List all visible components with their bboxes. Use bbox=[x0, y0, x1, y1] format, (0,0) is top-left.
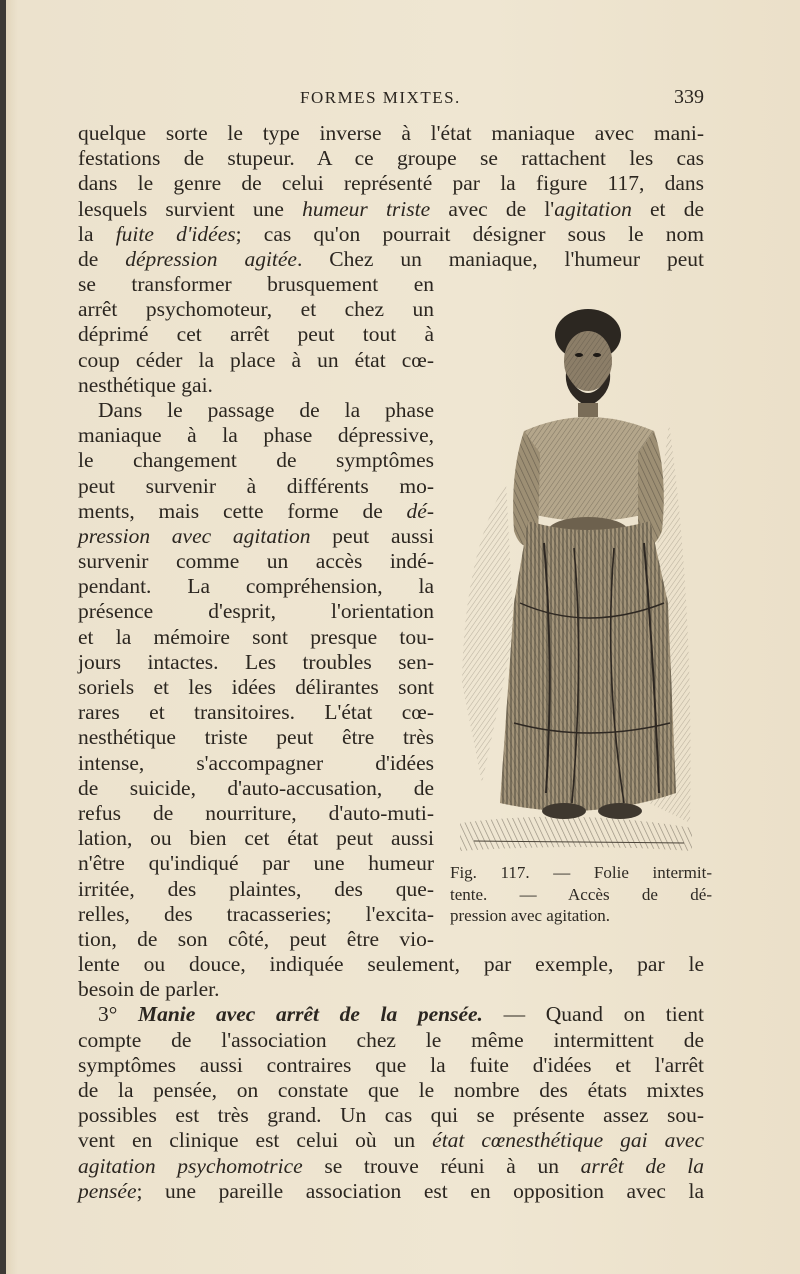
page-number: 339 bbox=[674, 86, 704, 108]
running-title: FORMES MIXTES. bbox=[300, 88, 461, 107]
text-line: irritée, des plaintes, des que- bbox=[78, 876, 434, 901]
text-line: besoin de parler. bbox=[78, 977, 220, 1002]
text-line: lation, ou bien cet état peut aussi bbox=[78, 826, 434, 851]
text-line: possibles est très grand. Un cas qui se présente assez sou- bbox=[78, 1103, 704, 1128]
text-line: nesthétique triste peut être très bbox=[78, 725, 434, 750]
figure-caption bbox=[450, 862, 712, 927]
text-line: présence d'esprit, l'orientation bbox=[78, 599, 434, 624]
text-line: pendant. La compréhension, la bbox=[78, 574, 434, 599]
section-heading-line: 3° Manie avec arrêt de la pensée. — Quand on tient bbox=[98, 1002, 704, 1027]
text-line: et la mémoire sont presque tou- bbox=[78, 624, 434, 649]
paragraph-top bbox=[78, 121, 704, 272]
text-line: quelque sorte le type inverse à l'état maniaque avec mani- bbox=[78, 121, 704, 145]
text-line: symptômes aussi contraires que la fuite d'idées et l'arrêt bbox=[78, 1052, 704, 1077]
text-line: nesthétique gai. bbox=[78, 372, 213, 397]
section-heading: Manie avec arrêt de la pensée. bbox=[137, 1002, 483, 1027]
text-line: survenir comme un accès indé- bbox=[78, 549, 434, 574]
figure-117-illustration bbox=[454, 303, 704, 858]
text-line: déprimé cet arrêt peut tout à bbox=[78, 322, 434, 347]
text-line: rares et transitoires. L'état cœ- bbox=[78, 700, 434, 725]
text-line: le changement de symptômes bbox=[78, 448, 434, 473]
text-line: de dépression agitée. Chez un maniaque, l'humeur peut bbox=[78, 246, 704, 271]
text-line: se transformer brusquement en bbox=[78, 272, 434, 296]
text-line: intense, s'accompagner d'idées bbox=[78, 750, 434, 775]
page-header bbox=[78, 86, 704, 112]
text-line: ments, mais cette forme de dé- bbox=[78, 498, 434, 523]
text-line: coup céder la place à un état cœ- bbox=[78, 347, 434, 372]
text-line: festations de stupeur. A ce groupe se rattachent les cas bbox=[78, 146, 704, 171]
caption-line: tente. — Accès de dé- bbox=[450, 884, 712, 904]
text-line: agitation psychomotrice se trouve réuni à un arrêt de la bbox=[78, 1153, 704, 1178]
text-line: vent en clinique est celui où un état cœnesthétique gai avec bbox=[78, 1128, 705, 1153]
text-line: tion, de son côté, peut être vio- bbox=[78, 926, 434, 951]
patient-engraving-image bbox=[454, 303, 704, 858]
text-line: lesquels survient une humeur triste avec de l'agitation et de bbox=[78, 196, 704, 221]
text-line: pression avec agitation peut aussi bbox=[78, 523, 434, 548]
binding-edge bbox=[0, 0, 6, 1274]
text-line: soriels et les idées délirantes sont bbox=[78, 675, 434, 699]
text-line: refus de nourriture, d'auto-muti- bbox=[78, 800, 434, 825]
caption-line: pression avec agitation. bbox=[450, 906, 611, 925]
text-line: jours intactes. Les troubles sen- bbox=[78, 649, 434, 674]
paragraph-side-start bbox=[78, 272, 434, 952]
text-line: de la pensée, on constate que le nombre des états mixtes bbox=[78, 1077, 704, 1102]
text-line: la fuite d'idées; cas qu'on pourrait désigner sous le nom bbox=[78, 221, 704, 246]
text-line: arrêt psychomoteur, et chez un bbox=[78, 297, 434, 322]
text-line: relles, des tracasseries; l'excita- bbox=[78, 901, 434, 926]
caption-line: Fig. 117. — Folie intermit- bbox=[450, 863, 712, 882]
text-line: pensée; une pareille association est en opposition avec la bbox=[78, 1178, 704, 1203]
text-line: maniaque à la phase dépressive, bbox=[78, 423, 434, 448]
text-line: n'être qu'indiqué par une humeur bbox=[78, 851, 434, 876]
text-line: Dans le passage de la phase bbox=[98, 397, 434, 422]
text-line: dans le genre de celui représenté par la figure 117, dans bbox=[78, 171, 704, 196]
text-line: de suicide, d'auto-accusation, de bbox=[78, 775, 434, 800]
text-line: lente ou douce, indiquée seulement, par exemple, par le bbox=[78, 952, 704, 976]
text-line: compte de l'association chez le même intermittent de bbox=[78, 1027, 704, 1052]
paragraph-bottom bbox=[78, 952, 704, 1204]
text-line: peut survenir à différents mo- bbox=[78, 473, 434, 498]
